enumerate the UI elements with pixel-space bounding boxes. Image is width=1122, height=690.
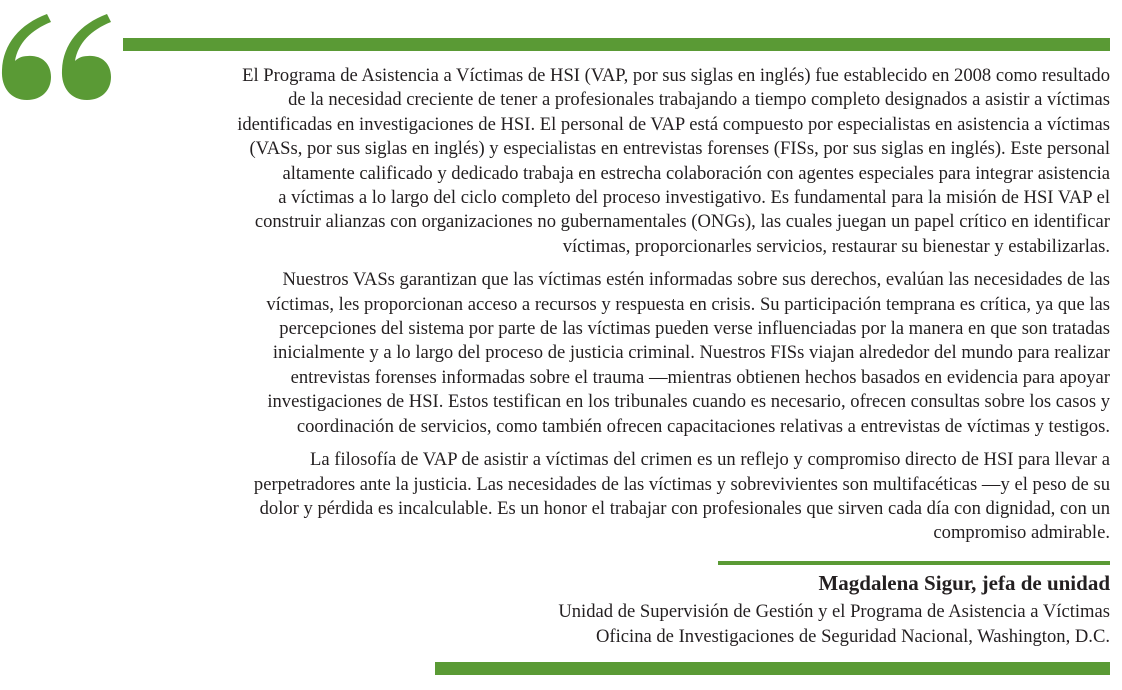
text-line: investigaciones de HSI. Estos testifican en los tribunales cuando es necesario, ofrecen consultas sobre los casos y: [267, 391, 1110, 413]
signature-office: Oficina de Investigaciones de Seguridad Nacional, Washington, D.C.: [595, 626, 1110, 647]
text-line: construir alianzas con organizaciones no gubernamentales (ONGs), las cuales juegan un papel crítico en identificar: [254, 211, 1110, 233]
text-line: compromiso admirable.: [933, 522, 1110, 544]
text-line: Nuestros VASs garantizan que las víctimas estén informadas sobre sus derechos, evalúan las necesidades de las: [282, 269, 1110, 291]
text-line: entrevistas forenses informadas sobre el trauma —mientras obtienen hechos basados en evidencia para apoyar: [290, 366, 1110, 388]
text-line: percepciones del sistema por parte de las víctimas pueden verse influenciadas por la manera en que son tratadas: [279, 318, 1110, 340]
signature-divider: [718, 561, 1110, 565]
text-line: dolor y pérdida es incalculable. Es un honor el trabajar con profesionales que sirven cada día con dignidad, con un: [259, 497, 1110, 519]
opening-quote-icon: [0, 10, 118, 102]
text-line: identificadas en investigaciones de HSI. El personal de VAP está compuesto por especialistas en asistencia a víctimas: [237, 113, 1110, 135]
text-line: inicialmente y a lo largo del proceso de justicia criminal. Nuestros FISs viajan alrededor del mundo para realizar: [272, 342, 1110, 364]
quote-body: [110, 64, 1110, 555]
text-line: (VASs, por sus siglas en inglés) y especialistas en entrevistas forenses (FISs, por sus siglas en inglés). Este personal: [249, 138, 1110, 160]
paragraph-3: [110, 448, 1110, 546]
text-line: a víctimas a lo largo del ciclo completo del proceso investigativo. Es fundamental para la misión de HSI VAP el: [278, 187, 1110, 209]
bottom-accent-bar: [435, 662, 1110, 675]
text-line: víctimas, les proporcionan acceso a recursos y respuesta en crisis. Su participación temprana es crítica, ya que las: [266, 293, 1110, 315]
text-line: perpetradores ante la justicia. Las necesidades de las víctimas y sobrevivientes son multifacéticas —y el peso de su: [253, 473, 1110, 495]
text-line: El Programa de Asistencia a Víctimas de HSI (VAP, por sus siglas en inglés) fue establecido en 2008 como resultado: [242, 65, 1110, 86]
top-accent-bar: [123, 38, 1110, 51]
text-line: altamente calificado y dedicado trabaja en estrecha colaboración con agentes especiales para integrar asistencia: [282, 162, 1110, 184]
paragraph-1: [110, 64, 1110, 259]
text-line: víctimas, proporcionarles servicios, restaurar su bienestar y estabilizarlas.: [562, 235, 1110, 257]
text-line: La filosofía de VAP de asistir a víctimas del crimen es un reflejo y compromiso directo de HSI para llevar a: [310, 449, 1110, 471]
text-line: de la necesidad creciente de tener a profesionales trabajando a tiempo completo designados a asistir a víctimas: [288, 89, 1110, 111]
signature-department: Unidad de Supervisión de Gestión y el Programa de Asistencia a Víctimas: [558, 601, 1110, 622]
signature-name: Magdalena Sigur, jefa de unidad: [818, 571, 1110, 595]
paragraph-2: [110, 268, 1110, 439]
text-line: coordinación de servicios, como también ofrecen capacitaciones relativas a entrevistas de víctimas y testigos.: [296, 415, 1110, 437]
